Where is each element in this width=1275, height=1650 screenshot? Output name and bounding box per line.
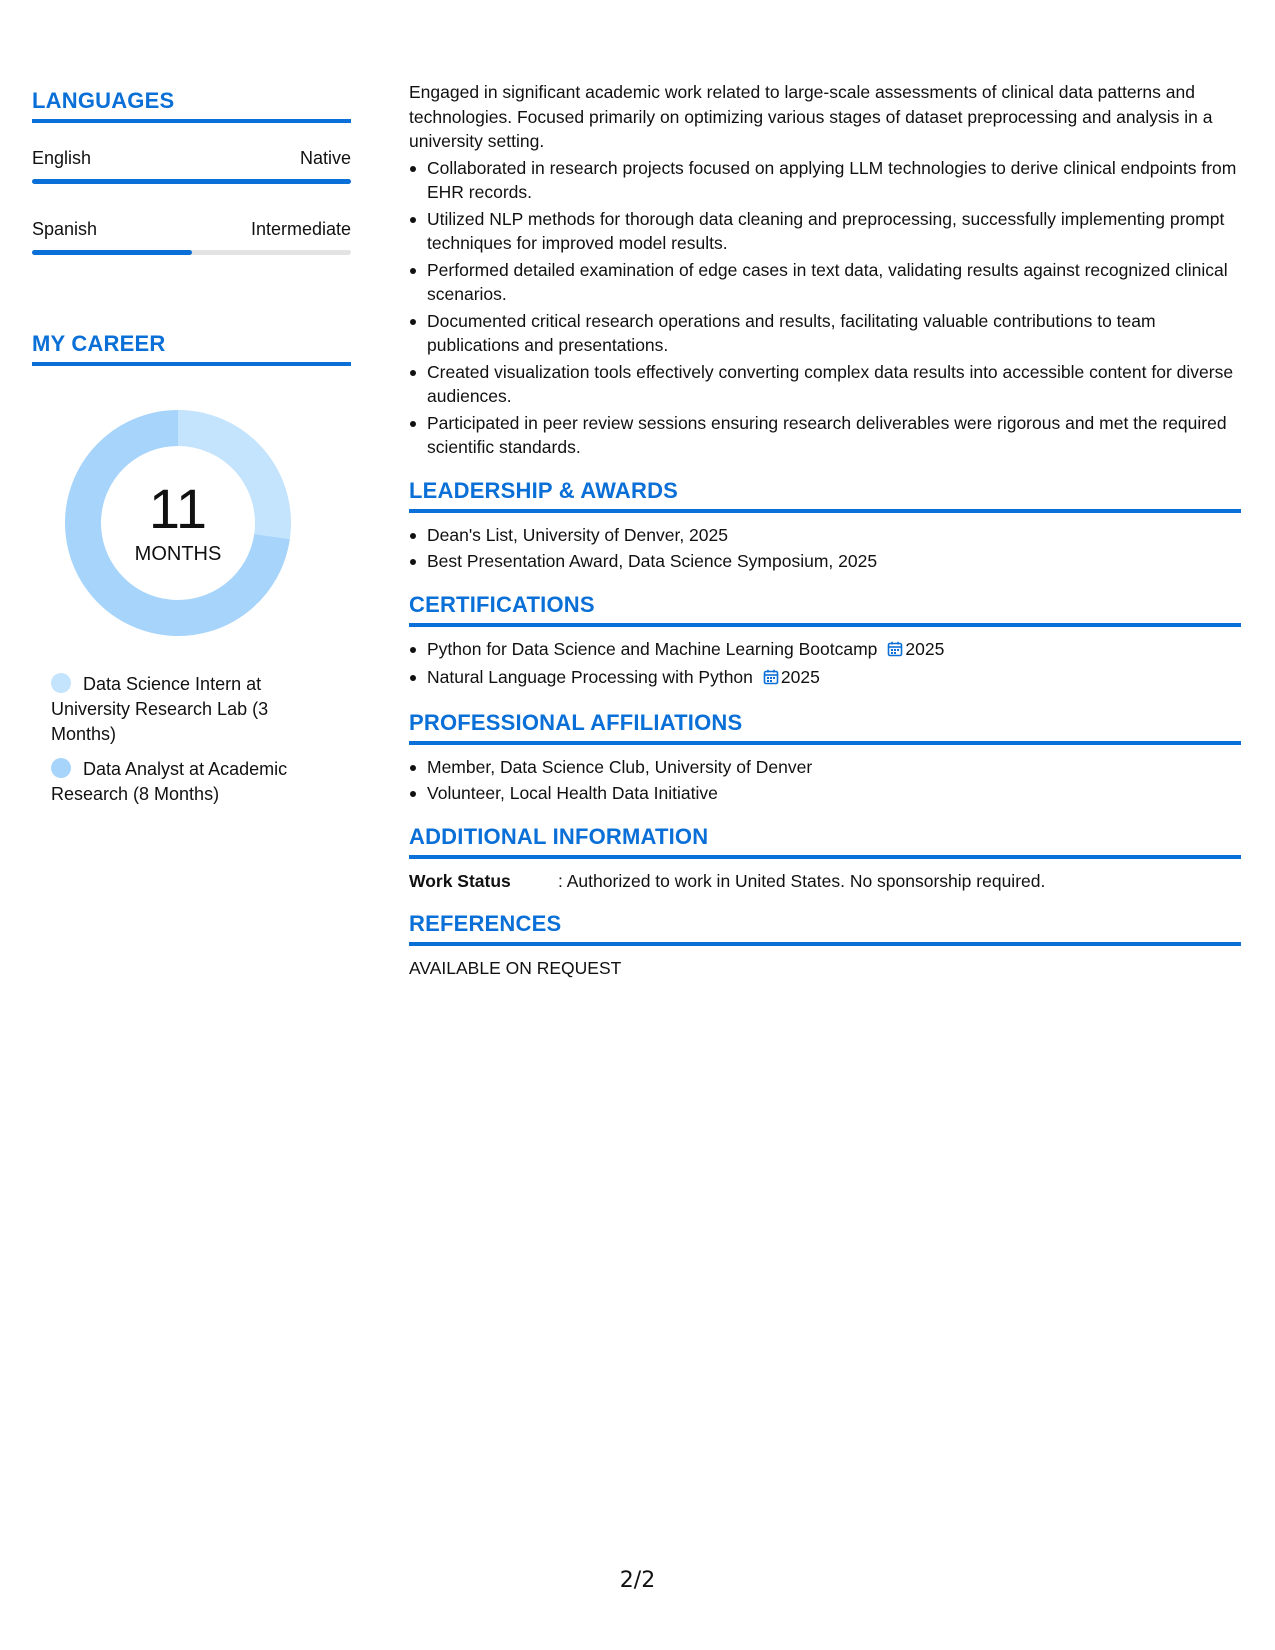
certification-year: 2025 bbox=[905, 638, 945, 659]
language-level: Intermediate bbox=[250, 219, 351, 239]
right-column bbox=[409, 80, 1241, 980]
legend-dot-icon bbox=[51, 758, 71, 778]
certifications-section bbox=[409, 592, 1241, 692]
list-item bbox=[409, 665, 1241, 692]
affiliations-section bbox=[409, 710, 1241, 806]
languages-heading: LANGUAGES bbox=[32, 88, 351, 123]
work-status-label: Work Status bbox=[409, 870, 511, 891]
language-level: Native bbox=[299, 148, 351, 168]
legend-label: Data Analyst at Academic Research (8 Months) bbox=[51, 759, 288, 804]
career-total-number: 11 bbox=[148, 476, 208, 540]
language-bar-fill bbox=[32, 179, 351, 184]
page-number: 2/2 bbox=[619, 1568, 656, 1593]
language-bar bbox=[32, 250, 351, 255]
certifications-heading: CERTIFICATIONS bbox=[409, 592, 1241, 627]
additional-info-heading: ADDITIONAL INFORMATION bbox=[409, 824, 1241, 859]
certification-year: 2025 bbox=[780, 667, 820, 687]
list-item: Member, Data Science Club, University of Denver bbox=[409, 755, 1241, 780]
language-bar-fill bbox=[32, 250, 192, 255]
list-item: Created visualization tools effectively converting complex data results into accessible content for diverse audiences. bbox=[409, 360, 1241, 409]
career-donut-chart bbox=[65, 410, 291, 636]
references-text: AVAILABLE ON REQUEST bbox=[409, 957, 622, 978]
list-item: Participated in peer review sessions ensuring research deliverables were rigorous and met the required scientific standards. bbox=[409, 411, 1241, 460]
language-bar bbox=[32, 179, 351, 184]
career-total-unit: MONTHS bbox=[134, 542, 222, 565]
left-column bbox=[32, 88, 351, 817]
references-heading: REFERENCES bbox=[409, 911, 1241, 946]
language-item bbox=[32, 147, 351, 184]
list-item: Dean's List, University of Denver, 2025 bbox=[409, 523, 1241, 548]
language-name: Spanish bbox=[32, 219, 98, 239]
list-item: Best Presentation Award, Data Science Symposium, 2025 bbox=[409, 549, 1241, 574]
list-item: Utilized NLP methods for thorough data cleaning and preprocessing, successfully implementing prompt techniques for improved model results. bbox=[409, 207, 1241, 256]
career-legend bbox=[51, 672, 321, 807]
legend-item bbox=[51, 757, 321, 807]
references-section bbox=[409, 911, 1241, 981]
leadership-heading: LEADERSHIP & AWARDS bbox=[409, 478, 1241, 513]
language-name: English bbox=[32, 148, 92, 168]
list-item: Documented critical research operations and results, facilitating valuable contributions to team publications and presentations. bbox=[409, 309, 1241, 358]
list-item: Performed detailed examination of edge cases in text data, validating results against recognized clinical scenarios. bbox=[409, 258, 1241, 307]
calendar-icon bbox=[887, 639, 903, 664]
work-status-row bbox=[409, 869, 1241, 893]
additional-info-section bbox=[409, 824, 1241, 893]
experience-bullets bbox=[409, 156, 1241, 460]
calendar-icon bbox=[763, 667, 779, 692]
certification-name: Python for Data Science and Machine Learning Bootcamp bbox=[427, 638, 878, 659]
work-status-value: : Authorized to work in United States. No sponsorship required. bbox=[558, 870, 1046, 891]
legend-item bbox=[51, 672, 321, 747]
list-item bbox=[409, 637, 1241, 664]
donut-center bbox=[65, 410, 291, 636]
career-heading: MY CAREER bbox=[32, 331, 351, 366]
list-item: Volunteer, Local Health Data Initiative bbox=[409, 781, 1241, 806]
legend-dot-icon bbox=[51, 673, 71, 693]
experience-summary: Engaged in significant academic work related to large-scale assessments of clinical data patterns and technologies. Focused primarily on optimizing various stages of dataset preprocessing and analysis in a university setting. bbox=[409, 82, 1213, 151]
leadership-section bbox=[409, 478, 1241, 574]
certification-name: Natural Language Processing with Python bbox=[427, 667, 753, 687]
legend-label: Data Science Intern at University Research Lab (3 Months) bbox=[51, 674, 269, 744]
list-item: Collaborated in research projects focused on applying LLM technologies to derive clinical endpoints from EHR records. bbox=[409, 156, 1241, 205]
affiliations-heading: PROFESSIONAL AFFILIATIONS bbox=[409, 710, 1241, 745]
language-item bbox=[32, 218, 351, 255]
